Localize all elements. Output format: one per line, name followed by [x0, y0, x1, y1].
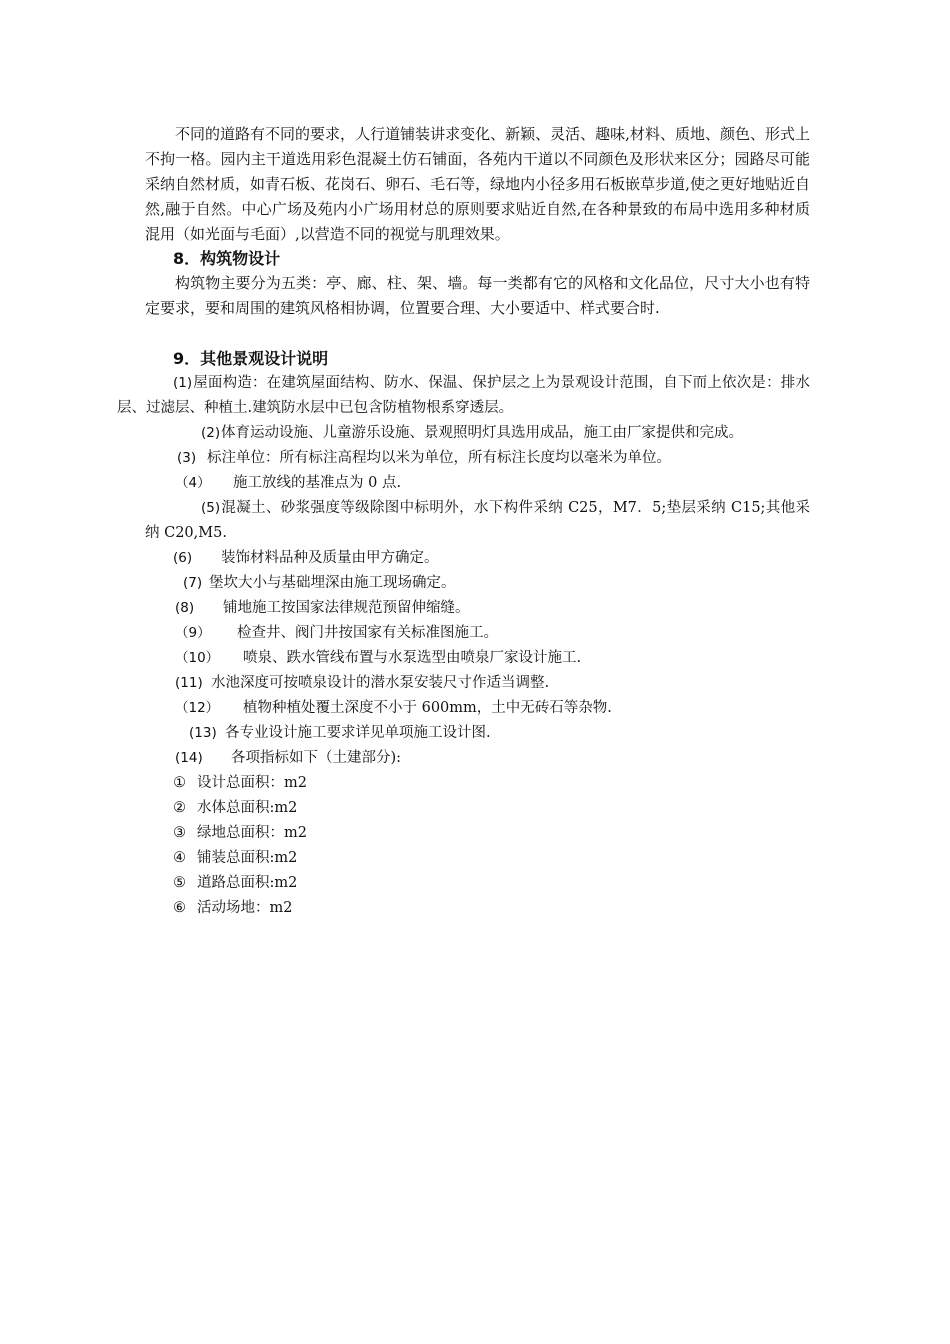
item-text: 堡坎大小与基础埋深由施工现场确定。: [209, 575, 456, 591]
indicator-text: 水体总面积:m2: [197, 800, 298, 816]
section-spacer: [145, 321, 810, 347]
item-text: 各项指标如下（土建部分):: [231, 750, 402, 766]
indicator-text: 道路总面积:m2: [197, 875, 298, 891]
item-text: 混凝土、砂浆强度等级除图中标明外，水下构件采纳 C25，M7．5;垫层采纳 C15;其他采纳 C20,M5.: [145, 500, 810, 541]
item-text: 屋面构造：在建筑屋面结构、防水、保温、保护层之上为景观设计范围，自下而上依次是：排水层、过滤层、种植土.建筑防水层中已包含防植物根系穿透层。: [117, 375, 810, 416]
item-number: (1): [173, 375, 193, 391]
section-9-list: [117, 371, 810, 771]
item-number: (6): [173, 550, 193, 566]
indicator-item: [145, 771, 810, 796]
list-item: [145, 471, 810, 496]
item-number: （9）: [175, 625, 211, 641]
list-item: [145, 546, 810, 571]
item-text: 装饰材料品种及质量由甲方确定。: [221, 550, 439, 566]
circled-number: ②: [173, 800, 186, 816]
circled-number: ①: [173, 775, 186, 791]
item-text: 施工放线的基准点为 0 点.: [233, 475, 402, 491]
indicator-item: [145, 796, 810, 821]
section-9-heading: 9．其他景观设计说明: [173, 349, 329, 368]
item-text: 标注单位：所有标注高程均以米为单位，所有标注长度均以毫米为单位。: [207, 450, 671, 466]
indicator-text: 活动场地：m2: [197, 900, 293, 916]
indicator-text: 绿地总面积：m2: [197, 825, 307, 841]
list-item: [145, 496, 810, 546]
circled-number: ⑤: [173, 875, 186, 891]
item-number: (7): [183, 575, 203, 591]
circled-number: ⑥: [173, 900, 186, 916]
indicator-item: [145, 871, 810, 896]
item-number: (3): [177, 450, 197, 466]
item-text: 各专业设计施工要求详见单项施工设计图.: [225, 725, 491, 741]
item-text: 喷泉、跌水管线布置与水泵选型由喷泉厂家设计施工.: [243, 650, 582, 666]
list-item: [145, 721, 810, 746]
indicator-text: 铺装总面积:m2: [197, 850, 298, 866]
list-item: [145, 671, 810, 696]
item-number: （10）: [175, 650, 220, 666]
item-number: （4）: [175, 475, 211, 491]
list-item: [145, 421, 810, 446]
list-item: [145, 571, 810, 596]
item-text: 检查井、阀门井按国家有关标准图施工。: [237, 625, 498, 641]
circled-number: ③: [173, 825, 186, 841]
item-text: 铺地施工按国家法律规范预留伸缩缝。: [223, 600, 470, 616]
item-number: (13): [189, 725, 217, 741]
item-number: (5): [201, 500, 221, 516]
list-item: [145, 696, 810, 721]
item-number: （12）: [175, 700, 220, 716]
item-number: (8): [175, 600, 195, 616]
list-item: [117, 371, 810, 421]
item-text: 水池深度可按喷泉设计的潜水泵安装尺寸作适当调整.: [211, 675, 550, 691]
circled-number: ④: [173, 850, 186, 866]
indicators-list: [145, 771, 810, 921]
indicator-item: [145, 896, 810, 921]
indicator-text: 设计总面积：m2: [197, 775, 307, 791]
list-item: [145, 646, 810, 671]
indicator-item: [145, 821, 810, 846]
document-page: [117, 122, 810, 921]
item-number: (14): [175, 750, 203, 766]
list-item: [145, 596, 810, 621]
list-item: [145, 746, 810, 771]
list-item: [145, 446, 810, 471]
section-8-body: 构筑物主要分为五类：亭、廊、柱、架、墙。每一类都有它的风格和文化品位，尺寸大小也有特定要求，要和周围的建筑风格相协调，位置要合理、大小要适中、样式要合时.: [145, 274, 810, 317]
item-text: 体育运动设施、儿童游乐设施、景观照明灯具选用成品，施工由厂家提供和完成。: [221, 425, 743, 441]
item-number: (2): [201, 425, 221, 441]
indicator-item: [145, 846, 810, 871]
item-number: (11): [175, 675, 203, 691]
item-text: 植物种植处覆土深度不小于 600mm，土中无砖石等杂物.: [243, 700, 612, 716]
section-8-heading: 8．构筑物设计: [173, 249, 281, 268]
intro-paragraph: 不同的道路有不同的要求，人行道铺装讲求变化、新颖、灵活、趣味,材料、质地、颜色、形式上不拘一格。园内主干道选用彩色混凝土仿石铺面，各苑内干道以不同颜色及形状来区分；园路尽可能采纳自然材质，如青石板、花岗石、卵石、毛石等，绿地内小径多用石板嵌草步道,使之更好地贴近自然,融于自然。中心广场及苑内小广场用材总的原则要求贴近自然,在各种景致的布局中选用多种材质混用（如光面与毛面）,以营造不同的视觉与肌理效果。: [145, 125, 810, 243]
list-item: [145, 621, 810, 646]
